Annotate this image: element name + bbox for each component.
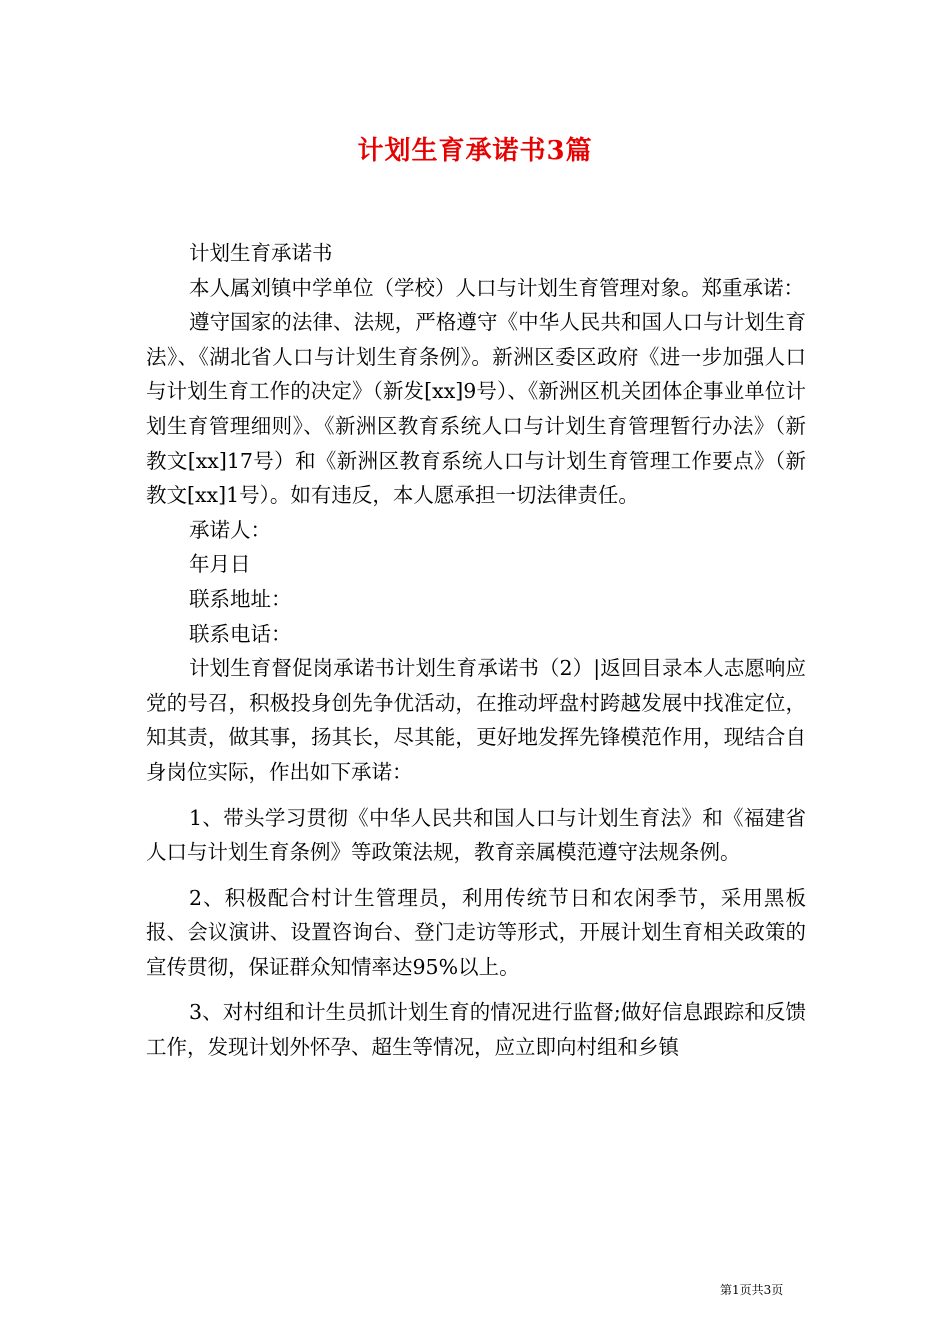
- paragraph: 3、对村组和计生员抓计划生育的情况进行监督;做好信息跟踪和反馈工作，发现计划外怀孕、超生等情况，应立即向村组和乡镇: [146, 1000, 806, 1060]
- page-number: 第1页共3页: [720, 1283, 784, 1297]
- date-label: 年月日: [189, 552, 251, 577]
- document-title: 计划生育承诺书3篇: [357, 136, 593, 166]
- paragraph: 1、带头学习贯彻《中华人民共和国人口与计划生育法》和《福建省人口与计划生育条例》等政策法规，教育亲属模范遵守法规条例。: [146, 805, 806, 865]
- phone-label: 联系电话：: [189, 621, 292, 646]
- document-body: [146, 236, 806, 1065]
- signature-label: 承诺人：: [189, 517, 272, 542]
- paragraph: 本人属刘镇中学单位（学校）人口与计划生育管理对象。郑重承诺：: [189, 275, 805, 300]
- paragraph: 2、积极配合村计生管理员，利用传统节日和农闲季节，采用黑板报、会议演讲、设置咨询台、登门走访等形式，开展计划生育相关政策的宣传贯彻，保证群众知情率达95%以上。: [146, 885, 806, 979]
- paragraph: 计划生育督促岗承诺书计划生育承诺书（2）|返回目录本人志愿响应党的号召，积极投身创先争优活动，在推动坪盘村跨越发展中找准定位，知其责，做其事，扬其长，尽其能，更好地发挥先锋模范作用，现结合自身岗位实际，作出如下承诺：: [146, 656, 806, 784]
- paragraph-heading: 计划生育承诺书: [189, 241, 333, 265]
- address-label: 联系地址：: [189, 586, 292, 611]
- paragraph: 遵守国家的法律、法规，严格遵守《中华人民共和国人口与计划生育法》、《湖北省人口与计划生育条例》。新洲区委区政府《进一步加强人口与计划生育工作的决定》（新发[xx]9号）、《新洲区机关团体企事业单位计划生育管理细则》、《新洲区教育系统人口与计划生育管理暂行办法》（新教文[xx]17号）和《新洲区教育系统人口与计划生育管理工作要点》（新教文[xx]1号）。如有违反，本人愿承担一切法律责任。: [146, 310, 806, 508]
